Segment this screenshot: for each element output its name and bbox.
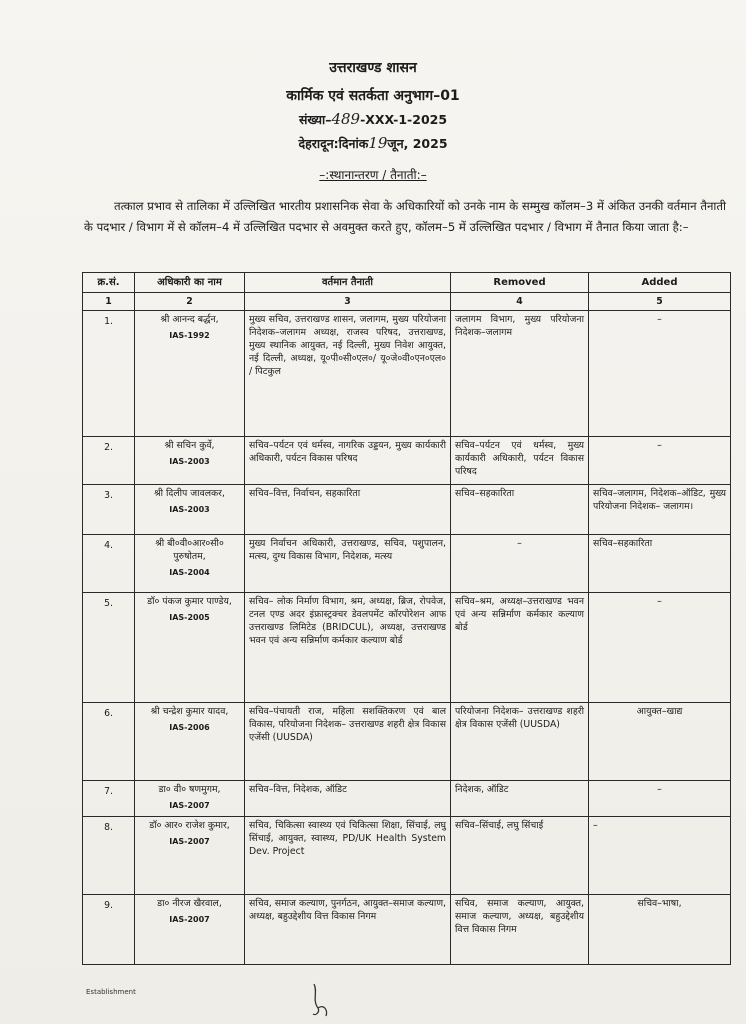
row-sno: 5. (83, 593, 135, 703)
current-posting: सचिव, चिकित्सा स्वास्थ्य एवं चिकित्सा शिक्षा, सिंचाई, लघु सिंचाई, आयुक्त, स्वास्थ्य, PD/UK Health System Dev. Project (245, 817, 451, 895)
service-batch: IAS-2003 (169, 505, 210, 514)
removed-charge: परियोजना निदेशक– उत्तराखण्ड शहरी क्षेत्र विकास एजेंसी (UUSDA) (451, 703, 589, 781)
column-number: 4 (451, 293, 589, 311)
added-charge: – (589, 781, 731, 817)
table-row (83, 535, 731, 593)
service-batch: IAS-2007 (169, 837, 210, 846)
handwritten-date: 19 (368, 134, 388, 152)
officer-name: श्री सचिन कुर्वे, IAS-2003 (135, 437, 245, 485)
removed-charge: निदेशक, ऑडिट (451, 781, 589, 817)
row-sno: 6. (83, 703, 135, 781)
officer-name: डॉ० आर० राजेश कुमार, IAS-2007 (135, 817, 245, 895)
row-sno: 4. (83, 535, 135, 593)
column-number: 1 (83, 293, 135, 311)
header-sno: क्र.सं. (83, 273, 135, 293)
added-charge: – (589, 817, 731, 895)
removed-charge: जलागम विभाग, मुख्य परियोजना निदेशक–जलागम (451, 311, 589, 437)
current-posting: सचिव–पंचायती राज, महिला सशक्तिकरण एवं बाल विकास, परियोजना निदेशक– उत्तराखण्ड शहरी क्षेत्र विकास एजेंसी (UUSDA) (245, 703, 451, 781)
header-added: Added (589, 273, 731, 293)
handwritten-number: 489 (331, 110, 361, 128)
header-name: अधिकारी का नाम (135, 273, 245, 293)
column-number: 3 (245, 293, 451, 311)
officer-name: श्री आनन्द बर्द्धन, IAS-1992 (135, 311, 245, 437)
row-sno: 8. (83, 817, 135, 895)
current-posting: सचिव–पर्यटन एवं धर्मस्व, नागरिक उड्डयन, मुख्य कार्यकारी अधिकारी, पर्यटन विकास परिषद (245, 437, 451, 485)
current-posting: सचिव– लोक निर्माण विभाग, श्रम, अध्यक्ष, ब्रिज, रोपवेज, टनल एण्ड अदर इंफ्रास्ट्रक्चर डेवलपमेंट कॉरपोरेशन आफ उत्तराखण्ड लिमिटेड (BRIDCUL), अध्यक्ष, उत्तराखण्ड भवन एवं अन्य सन्निर्माण कर्मकार कल्याण बोर्ड (245, 593, 451, 703)
current-posting: सचिव–वित्त, निदेशक, ऑडिट (245, 781, 451, 817)
header-removed: Removed (451, 273, 589, 293)
row-sno: 3. (83, 485, 135, 535)
current-posting: मुख्य निर्वाचन अधिकारी, उत्तराखण्ड, सचिव, पशुपालन, मत्स्य, दुग्ध विकास विभाग, निदेशक, मत्स्य (245, 535, 451, 593)
row-sno: 7. (83, 781, 135, 817)
table-row (83, 781, 731, 817)
table-row (83, 895, 731, 965)
removed-charge: सचिव–सिंचाई, लघु सिंचाई (451, 817, 589, 895)
added-charge: – (589, 593, 731, 703)
added-charge: आयुक्त–खाद्य (589, 703, 731, 781)
removed-charge: सचिव–सहकारिता (451, 485, 589, 535)
officer-name: डा० नीरज खैरवाल, IAS-2007 (135, 895, 245, 965)
service-batch: IAS-2006 (169, 723, 210, 732)
removed-charge: – (451, 535, 589, 593)
column-number: 5 (589, 293, 731, 311)
column-number: 2 (135, 293, 245, 311)
added-charge: सचिव–जलागम, निदेशक–ऑडिट, मुख्य परियोजना निदेशक– जलागम। (589, 485, 731, 535)
table-row (83, 485, 731, 535)
table-header-row (83, 273, 731, 293)
subject-line: –:स्थानान्तरण / तैनाती:– (319, 168, 427, 182)
government-heading: उत्तराखण्ड शासन (329, 60, 417, 76)
row-sno: 2. (83, 437, 135, 485)
table-row (83, 703, 731, 781)
intro-paragraph: तत्काल प्रभाव से तालिका में उल्लिखित भारतीय प्रशासनिक सेवा के अधिकारियों को उनके नाम के सम्मुख कॉलम–3 में अंकित उनकी वर्तमान तैनाती के पदभार / विभाग में से कॉलम–4 में उल्लिखित पदभार से अवमुक्त करते हुए, कॉलम–5 में उल्लिखित पदभार / विभाग में तैनात किया जाता है:– (84, 199, 726, 234)
footer-label: Establishment (86, 988, 136, 996)
order-date: देहरादून:दिनांक19जून, 2025 (298, 134, 448, 152)
row-sno: 1. (83, 311, 135, 437)
current-posting: मुख्य सचिव, उत्तराखण्ड शासन, जलागम, मुख्य परियोजना निदेशक–जलागम अध्यक्ष, राजस्व परिषद, उत्तराखण्ड, मुख्य स्थानिक आयुक्त, नई दिल्ली, मुख्य निवेश आयुक्त, नई दिल्ली, अध्यक्ष, यू०पी०सी०एल०/ यू०जे०वी०एन०एल० / पिटकुल (245, 311, 451, 437)
officer-name: श्री बी०वी०आर०सी० पुरुषोतम, IAS-2004 (135, 535, 245, 593)
table-row (83, 817, 731, 895)
header-current: वर्तमान तैनाती (245, 273, 451, 293)
removed-charge: सचिव–पर्यटन एवं धर्मस्व, मुख्य कार्यकारी अधिकारी, पर्यटन विकास परिषद (451, 437, 589, 485)
signature-mark (304, 978, 344, 1018)
service-batch: IAS-2003 (169, 457, 210, 466)
table-row (83, 437, 731, 485)
current-posting: सचिव–वित्त, निर्वाचन, सहकारिता (245, 485, 451, 535)
added-charge: सचिव–भाषा, (589, 895, 731, 965)
table-row (83, 311, 731, 437)
department-heading: कार्मिक एवं सतर्कता अनुभाग–01 (286, 88, 460, 104)
officer-name: श्री दिलीप जावलकर, IAS-2003 (135, 485, 245, 535)
service-batch: IAS-2005 (169, 613, 210, 622)
order-number: संख्या–489-XXX-1-2025 (298, 110, 448, 128)
removed-charge: सचिव, समाज कल्याण, आयुक्त, समाज कल्याण, अध्यक्ष, बहुउद्देशीय वित्त विकास निगम (451, 895, 589, 965)
officer-name: श्री चन्द्रेश कुमार यादव, IAS-2006 (135, 703, 245, 781)
column-number-row (83, 293, 731, 311)
service-batch: IAS-2007 (169, 915, 210, 924)
current-posting: सचिव, समाज कल्याण, पुनर्गठन, आयुक्त–समाज कल्याण, अध्यक्ष, बहुउद्देशीय वित्त विकास निगम (245, 895, 451, 965)
service-batch: IAS-1992 (169, 331, 210, 340)
transfer-table (82, 272, 731, 965)
officer-name: डा० वी० षणमुगम, IAS-2007 (135, 781, 245, 817)
service-batch: IAS-2004 (169, 568, 210, 577)
added-charge: – (589, 437, 731, 485)
service-batch: IAS-2007 (169, 801, 210, 810)
table-row (83, 593, 731, 703)
added-charge: – (589, 311, 731, 437)
row-sno: 9. (83, 895, 135, 965)
removed-charge: सचिव–श्रम, अध्यक्ष–उत्तराखण्ड भवन एवं अन्य सन्निर्माण कर्मकार कल्याण बोर्ड (451, 593, 589, 703)
officer-name: डॉ० पंकज कुमार पाण्डेय, IAS-2005 (135, 593, 245, 703)
added-charge: सचिव–सहकारिता (589, 535, 731, 593)
